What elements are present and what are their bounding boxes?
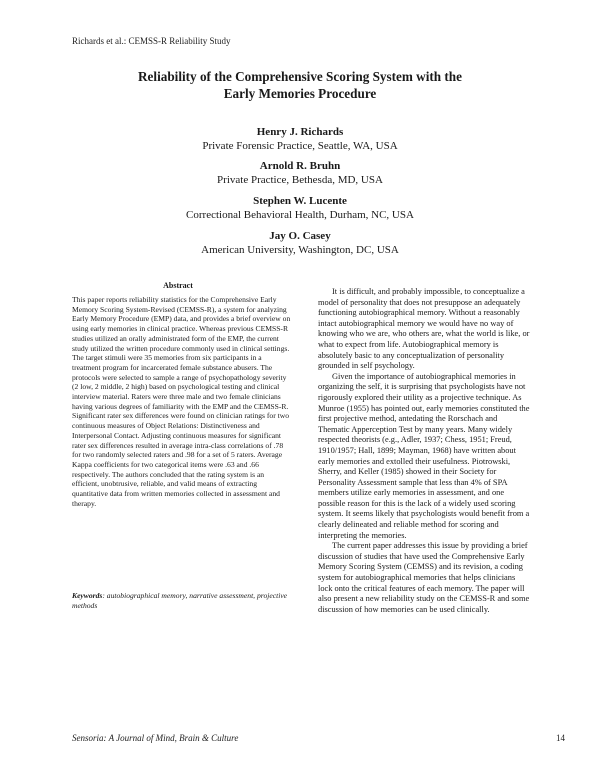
- author-4: [0, 229, 600, 257]
- author-name: Stephen W. Lucente: [253, 195, 347, 207]
- running-head: Richards et al.: CEMSS-R Reliability Study: [72, 36, 231, 46]
- body-paragraph: It is difficult, and probably impossible, to conceptualize a model of personality that does not presuppose an adequately functioning autobiographical memory. Without a reasonably intact autobiographical memory we would have no way of knowing who we are, who others are, what the world is like, or what to expect from life. Autobiographical memory is absolutely basic to any conceptualization of personality grounded in self psychology.: [318, 287, 530, 371]
- keywords-text: : autobiographical memory, narrative assessment, projective methods: [72, 591, 288, 610]
- title-line-1: Reliability of the Comprehensive Scoring System with the: [138, 69, 462, 84]
- author-affiliation: Private Forensic Practice, Seattle, WA, USA: [202, 140, 398, 152]
- author-2: [0, 159, 600, 187]
- paper-title: [0, 68, 600, 102]
- keywords: [72, 591, 302, 610]
- author-1: [0, 125, 600, 153]
- body-column: [318, 287, 530, 615]
- body-paragraph: The current paper addresses this issue by providing a brief discussion of studies that have used the Comprehensive Early Memory Scoring System (CEMSS) and its revision, a coding system for autobiographical memories that helps clinicians lock onto the critical features of each memory. The paper will also present a new reliability study on the CEMSS-R and some discussion of how memories can be used clinically.: [318, 541, 530, 614]
- title-line-2: Early Memories Procedure: [223, 86, 377, 101]
- author-affiliation: Correctional Behavioral Health, Durham, NC, USA: [186, 209, 414, 221]
- author-affiliation: American University, Washington, DC, USA: [201, 244, 399, 256]
- abstract-text: This paper reports reliability statistics for the Comprehensive Early Memory Scoring System-Revised (CEMSS-R), a system for analyzing Early Memory Procedure (EMP) data, and provides a brief overview on using early memories in clinical practice. Whereas previous CEMSS-R studies utilized an orally administrated form of the EMP, the current study utilized the written procedure commonly used in clinical settings. The target stimuli were 35 memories from six participants in a treatment program for incarcerated female substance abusers. The protocols were selected to sample a range of psychopathology severity (2 low, 2 middle, 2 high) based on psychological testing and clinical interview material. Raters were three male and two female clinicians having various degrees of familiarity with the EMP and the CEMSS-R. Significant rater sex differences were found on clinician ratings for two continuous measures of Object Relations: Distinctiveness and Interpersonal Contact. Adjusting continuous measures for significant rater sex differences resulted in average intra-class correlations of .78 for two randomly selected raters and .98 for a set of 5 raters. Average Kappa coefficients for two categorical items were .63 and .66 respectively. The authors concluded that the rating system is an efficient, unobtrusive, reliable, and valid means of extracting quantitative data from written memories collected in assessment and therapy.: [72, 295, 291, 508]
- author-name: Arnold R. Bruhn: [259, 160, 341, 172]
- author-name: Henry J. Richards: [256, 126, 344, 138]
- author-name: Jay O. Casey: [269, 230, 331, 242]
- abstract-heading: Abstract: [163, 281, 193, 290]
- keywords-label: Keywords: [72, 591, 103, 600]
- page-number: 14: [556, 733, 565, 743]
- footer-journal-name: Sensoria: A Journal of Mind, Brain & Culture: [72, 733, 239, 743]
- author-3: [0, 194, 600, 222]
- body-paragraph: Given the importance of autobiographical memories in organizing the self, it is surprising that psychologists have not rigorously explored their utility as a projective technique. As Munroe (1955) has pointed out, early memories constituted the first projective method, antedating the Rorschach and Thematic Apperception Test by many years. Many widely respected theorists (e.g., Adler, 1937; Chess, 1951; Freud, 1910/1957; Hall, 1899; Mayman, 1968) have written about early memories and extolled their usefulness. Piotrowski, Sherry, and Keller (1985) showed in their Society for Personality Assessment sample that less than 4% of SPA members utilize early memories in assessment, and one possible reason for this is the lack of a widely used scoring system. It seems likely that psychologists would benefit from a clearly delineated and reliable method for scoring and interpreting the memories.: [318, 371, 530, 540]
- author-affiliation: Private Practice, Bethesda, MD, USA: [217, 174, 383, 186]
